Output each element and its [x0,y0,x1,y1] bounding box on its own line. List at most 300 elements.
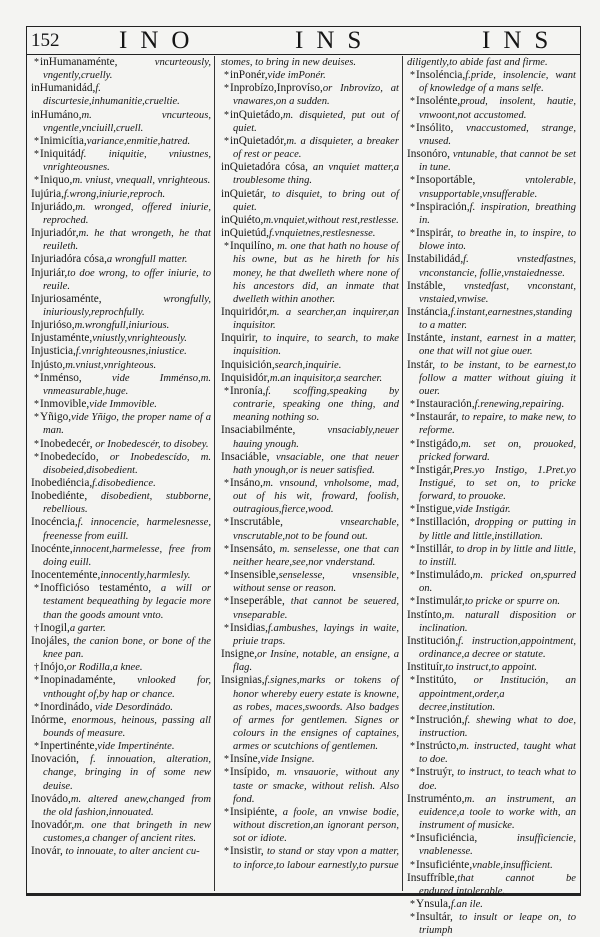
entry-definition: instant, earnest in a matter, one that will not giue ouer. [419,333,576,358]
dictionary-entry [407,859,576,872]
dictionary-entry [31,635,211,661]
entry-headword: Inseperáble, [230,595,285,608]
entry-marker: * [410,122,415,134]
entry-definition: vide Desordinádo. [92,701,173,713]
entry-marker: * [224,846,229,858]
dictionary-entry [407,69,576,95]
entry-headword: Iujúria, [31,187,64,200]
entry-marker: * [34,135,39,147]
entry-marker: * [410,412,415,424]
dictionary-entry [407,714,576,740]
dictionary-entry [31,845,211,858]
dictionary-entry [407,516,576,542]
entry-headword: Instituír, [407,661,446,674]
dictionary-entry [31,253,211,266]
dictionary-entry [31,516,211,542]
dictionary-entry [221,306,399,332]
entry-headword: Inocénte, [31,542,73,555]
dictionary-entry [31,332,211,345]
entry-definition: or Insíne, notable, an ensigne, a flag. [233,649,399,674]
entry-definition: to insult or leape on, to triumph [419,912,576,937]
dictionary-entry [407,201,576,227]
entry-headword: inHumanaménte, [40,56,118,68]
dictionary-entry [31,411,211,437]
entry-definition: m. instructed, taught what to doe. [419,741,576,766]
entry-definition: m. an instrument, an euidence,a toole to worke with, an instrument of musicke. [419,793,576,832]
dictionary-entry [31,477,211,490]
dictionary-page [26,26,581,937]
dictionary-entry [31,701,211,714]
entry-definition: or Inobedescér, to disobey. [92,438,209,450]
entry-headword: Insáno, [230,477,263,489]
dictionary-entry [31,174,211,187]
dictionary-entry [407,122,576,148]
entry-definition: vnsearchable, vnscrutable,not to be found out. [233,517,399,542]
entry-definition: f. iniquitie, vniustnes, vnrighteousnes. [43,149,211,174]
dictionary-entry [31,359,211,372]
entry-definition: m. he that wrongeth, he that reuileth. [43,228,211,253]
dictionary-entry [407,872,576,898]
entry-headword: Iniquitád [40,148,81,161]
entry-headword: inQuietadóra cósa, [221,161,308,174]
entry-definition: f.pride, insolencie, want of knowledge of a mans selfe. [419,70,576,95]
entry-definition: disobedient, stubborne, rebellious. [43,491,211,516]
dictionary-entry [407,411,576,437]
entry-definition: to repaire, to make new, to reforme. [419,412,576,437]
entry-headword: Instánte, [407,332,446,345]
entry-headword: Inogil, [40,621,70,634]
entry-definition: m. disquieted, put out of quiet. [233,109,399,134]
dictionary-entry [221,543,399,569]
entry-headword: Injústo, [31,358,66,371]
entry-definition: m. vnsound, vnholsome, mad, out of his wit, froward, foolish, outragious,fierce,wood. [233,478,399,516]
entry-definition: m. pricked on,spurred on. [419,570,576,595]
entry-definition: that cannot be seuered, vnseparable. [233,596,399,621]
entry-definition: wrongfully, iniuriously,reprochfully. [43,293,211,318]
entry-marker: * [224,478,229,489]
entry-marker: * [34,149,39,161]
entry-headword: Inopinadaménte, [40,674,116,687]
entry-headword: Insidias, [230,621,268,634]
dictionary-entry [221,332,399,358]
entry-definition: innocently,harmlesly. [100,570,191,582]
entry-headword: Insonóro, [407,148,450,161]
entry-headword: Insoléncia, [416,69,466,82]
entry-marker: * [224,543,229,555]
entry-definition: m. set on, prouoked, pricked forward. [419,438,576,463]
entry-marker: * [34,451,39,463]
entry-headword: Instruýr, [416,766,455,779]
entry-headword: Insaciáble, [221,450,270,463]
entry-definition: f.signes,marks or tokens of honor whereby euery estate is knowne, as robes, maces,swoords. Also badges of armes for gentlemen. Signes or colours in the ensignes of captaines, armes or scutchions of gentlemen. [233,675,399,753]
entry-headword: inQuiéto, [221,213,264,226]
entry-headword: Ynsula, [416,898,451,910]
entry-definition: senselesse, vnsensible, without sense or reason. [233,570,399,595]
entry-definition: vide Immovible. [89,399,157,411]
entry-headword: Instínto, [407,608,445,621]
entry-definition: proud, insolent, hautie, vnwoont,not accustomed. [419,96,576,121]
entry-definition: vntunable, that cannot be set in tune. [419,149,576,174]
dictionary-entry [407,609,576,635]
entry-definition: or Inobedescído, m. disobeied,disobedient. [43,451,211,476]
dictionary-entry [221,806,399,845]
dictionary-entry [31,622,211,635]
entry-definition: m.an inquisitor,a searcher. [269,372,383,384]
entry-definition: vide Impertinénte. [97,741,175,753]
entry-headword: Inobediénte, [31,490,88,503]
entry-marker: * [34,701,39,713]
entry-marker: * [34,675,39,687]
dictionary-entry [31,543,211,569]
dictionary-entry [407,398,576,411]
entry-marker: * [410,570,415,582]
entry-definition: m. vncurteous, vngentle,vnciuill,cruell. [43,109,211,134]
entry-marker: * [34,412,39,424]
entry-headword: inHumanidád, [31,82,96,95]
dictionary-entry [31,135,211,148]
entry-marker: * [224,622,229,634]
dictionary-entry [221,622,399,648]
entry-definition: vniustly,vnrighteously. [92,333,187,345]
entry-headword: Instár, [407,358,436,371]
entry-marker: * [410,504,415,516]
entry-marker: * [34,399,39,411]
dictionary-entry [407,793,576,832]
dictionary-entry [31,714,211,740]
entry-headword: Instimulár, [416,595,465,608]
entry-definition: f.vnquietnes,restlesnesse. [269,228,376,240]
entry-marker: * [410,912,415,924]
entry-definition: that cannot be endured,intolerable. [419,872,576,897]
entry-headword: Institución, [407,634,459,647]
dictionary-entry [221,516,399,542]
dictionary-entry [407,306,576,332]
entry-headword: Insuficiéncia, [416,832,478,845]
dictionary-entry [31,227,211,253]
entry-definition: to disquiet, to bring out of quiet. [233,188,399,213]
entry-headword: Inquirir, [221,332,258,345]
entry-marker: * [410,70,415,82]
entry-definition: to instruct,to appoint. [445,662,537,674]
entry-definition: m. vniust, vnequall, vnrighteous. [72,175,211,187]
entry-headword: Inobedecér, [40,437,93,450]
dictionary-entry [221,753,399,766]
entry-definition: an vnquiet matter,a troublesome thing. [233,162,399,187]
dictionary-entry [221,56,399,69]
dictionary-entry [221,109,399,135]
entry-headword: Inpertinénte, [40,740,98,753]
entry-definition: f.ambushes, layings in waite, priuie traps. [233,622,399,647]
entry-headword: Inordinádo, [40,700,93,713]
entry-definition: m. one that bringeth in new customes,a changer of ancient rites. [43,820,211,845]
entry-headword: Insignias, [221,674,265,687]
entry-definition: m. naturall disposition or inclination. [419,609,576,634]
entry-marker: * [224,806,229,818]
dictionary-entry [31,201,211,227]
column-2 [215,56,403,891]
entry-headword: Injuriadóra cósa, [31,253,107,266]
dictionary-entry [221,648,399,674]
entry-definition: vnaccustomed, strange, vnused. [419,122,576,147]
entry-marker: * [410,675,415,687]
entry-headword: Instillár, [416,542,454,555]
entry-headword: Injuriadór, [31,227,79,240]
dictionary-entry [221,385,399,424]
dictionary-entry [31,661,211,674]
entry-headword: Inprobízo,Inprovíso, [230,82,323,95]
entry-marker: * [410,714,415,726]
dictionary-entry [221,477,399,516]
entry-headword: Insípido, [230,766,270,779]
entry-definition: f. scoffing,speaking by contrarie, speaking one thing, and meaning nothing so. [233,385,399,424]
entry-headword: Inspiración, [416,200,470,213]
dictionary-entry [407,766,576,792]
dictionary-entry [31,819,211,845]
dictionary-entry [221,674,399,753]
entry-headword: inQuietár, [221,187,267,200]
dictionary-entry [31,82,211,108]
dictionary-entry [221,161,399,187]
entry-definition: to drop in by little and little, to instill. [419,543,576,568]
dictionary-entry [407,95,576,121]
entry-definition: to instruct, to teach what to doe. [419,767,576,792]
entry-headword: Inquisidór, [221,371,270,384]
dictionary-entry [221,188,399,214]
entry-marker: * [224,385,229,397]
entry-marker: * [34,57,39,68]
dictionary-entry [407,740,576,766]
entry-definition: f. instruction,appointment, ordinance,a decree or statute. [419,635,576,661]
entry-headword: Instigue, [416,503,456,516]
entry-definition: f.an ile. [450,899,483,910]
entry-marker: * [410,464,415,476]
entry-definition: the canion bone, or bone of the knee pan. [43,635,211,661]
dictionary-entry [407,595,576,608]
entry-definition: m.wrongfull,iniurious. [74,320,170,332]
entry-marker: * [410,741,415,753]
entry-headword: Inspirár, [416,227,454,240]
entry-marker: * [224,83,229,95]
dictionary-entry [407,227,576,253]
dictionary-entry [221,227,399,240]
entry-marker: * [224,754,229,766]
entry-headword: Inronía, [230,384,266,397]
entry-marker: * [410,543,415,555]
entry-headword: Instillación, [416,516,470,529]
dictionary-entry [407,148,576,174]
dictionary-entry [407,503,576,516]
entry-definition: vide imPonér. [267,70,326,82]
entry-definition: f. discurtesie,inhumanitie,crueltie. [43,83,180,108]
dictionary-entry [221,766,399,805]
entry-marker: * [224,135,229,147]
entry-marker: * [224,517,229,529]
entry-headword: Instigádo, [416,437,461,450]
entry-headword: Instáncia, [407,305,451,318]
entry-headword: inQuietádo, [230,108,284,121]
dictionary-entry [31,148,211,174]
dictionary-entry [31,319,211,332]
dictionary-entry [221,214,399,227]
entry-headword: Insoportáble, [416,174,476,187]
entry-headword: Insensible, [230,569,279,582]
column-1 [27,56,215,891]
entry-marker: * [34,583,39,595]
entry-definition: vnsaciably,neuer hauing ynough. [233,425,399,450]
entry-definition: f.disobedience. [92,478,156,489]
entry-headword: Injustaménte, [31,332,93,345]
entry-definition: to be instant, to be earnest,to follow a matter without giuing it ouer. [419,359,576,397]
dictionary-entry [31,398,211,411]
entry-definition: m. senselesse, one that can neither heare,see,nor vnderstand. [233,543,399,568]
entry-definition: diligently,to abide fast and firme. [407,57,548,68]
entry-headword: Instigár, [416,463,453,476]
entry-definition: a will or testament bequeathing by legacie more than the goods amount vnto. [43,583,211,621]
entry-definition: m.vniust,vnrighteous. [65,359,157,371]
entry-definition: variance,enmitie,hatred. [86,135,191,147]
entry-definition: f.wrong,iniurie,reproch. [63,188,166,200]
entry-headword: Inovádo, [31,792,71,805]
entry-marker: * [224,570,229,582]
entry-definition: vide Imménso,m. vnmeasurable,huge. [43,372,211,397]
dictionary-entry [221,569,399,595]
entry-headword: Yñigo, [40,411,72,424]
entry-headword: Institúto, [416,674,457,687]
entry-headword: Insensáto, [230,542,276,555]
entry-headword: Instrúcto, [416,740,459,753]
entry-definition: or Institución, an appointment,order,a decree,institution. [419,675,576,713]
dictionary-entry [221,595,399,621]
entry-definition: vnstedfast, vnconstant, vnstaied,vnwise. [419,280,576,305]
entry-definition: to inquire, to search, to make inquisition. [233,333,399,358]
dictionary-entry [31,582,211,621]
entry-definition: m. altered anew,changed from the old fashion,innouated. [43,793,211,818]
entry-definition: search,inquirie. [274,359,342,371]
entry-definition: to pricke or spurre on. [464,596,561,608]
entry-marker: * [410,201,415,213]
dictionary-entry [221,451,399,477]
entry-headword: Injuriádo, [31,200,76,213]
entry-definition: f.vnrighteousnes,iniustice. [75,346,187,358]
entry-headword: Insigne, [221,648,258,661]
entry-marker: * [410,438,415,450]
guide-word-middle: INS [295,27,375,54]
entry-headword: Inmovible, [40,398,90,411]
dictionary-entry [407,332,576,358]
entry-marker: * [410,767,415,779]
dictionary-entry [31,188,211,201]
entry-definition: f.instant,earnestnes,standing to a matter. [419,306,573,332]
entry-headword: Injuriosaménte, [31,292,102,305]
dictionary-entry [221,372,399,385]
column-3 [403,56,579,937]
entry-headword: Instáble, [407,279,446,292]
entry-definition: a wrongfull matter. [106,254,188,266]
entry-headword: Injuriár, [31,266,68,279]
dictionary-entry [407,543,576,569]
entry-headword: Inscrutáble, [230,516,284,529]
entry-headword: inQuietúd, [221,227,270,240]
entry-headword: Insólito, [416,121,454,134]
entry-headword: inPonér, [230,69,268,82]
entry-headword: Insuficiénte, [416,858,473,871]
dictionary-entry [31,740,211,753]
entry-marker: * [34,175,39,187]
dictionary-entry [407,635,576,661]
entry-headword: Inménso, [40,371,82,384]
entry-marker: * [410,228,415,240]
entry-headword: Inovación, [31,753,79,766]
dictionary-entry [31,293,211,319]
dictionary-entry [31,345,211,358]
entry-headword: Insaciabilménte, [221,424,296,437]
entry-marker: * [224,70,229,82]
entry-definition: vnsaciable, one that neuer hath ynough,or is neuer satisfied. [233,451,399,476]
entry-marker: * [410,175,415,187]
entry-marker: * [224,241,229,253]
dictionary-entry [31,451,211,477]
dictionary-entry [31,674,211,700]
entry-definition: vide Insigne. [260,754,315,766]
dictionary-entry [221,359,399,372]
entry-definition: m. a disquieter, a breaker of rest or peace. [233,135,399,161]
dictionary-entry [221,69,399,82]
entry-definition: vide Yñigo, the proper name of a man. [43,412,211,437]
entry-definition: to doe wrong, to offer iniurie, to reuile. [43,267,211,292]
entry-headword: Inobediéncia, [31,477,93,489]
dictionary-entry [407,253,576,279]
entry-headword: Inimicítia, [40,134,87,147]
entry-headword: Inojáles, [31,634,70,647]
entry-marker: † [34,622,39,634]
entry-headword: Insistir, [230,845,264,858]
dictionary-entry [31,109,211,135]
dictionary-entry [407,280,576,306]
entry-headword: Insipiénte, [230,805,278,818]
dictionary-entry [407,438,576,464]
entry-definition: f. inspiration, breathing in. [419,201,576,226]
dictionary-entry [407,661,576,674]
entry-headword: Instrución, [416,713,465,726]
entry-definition: or Inbrovízo, at vnawares,on a sudden. [233,83,399,108]
entry-headword: Injusticia, [31,345,76,358]
entry-headword: Inocéncia, [31,516,78,529]
entry-headword: Injurióso, [31,319,75,332]
entry-definition: m. a searcher,an inquirer,an inquisitor. [233,306,399,332]
entry-definition: f. shewing what to doe, instruction. [419,714,576,739]
entry-headword: Iniquo, [40,174,73,187]
page-number: 152 [31,30,60,51]
entry-definition: a foole, an vnwise bodie, without discretion,an ignorant person, sot or idiote. [233,806,399,845]
dictionary-entry [407,569,576,595]
entry-definition: f. vnstedfastnes, vnconstancie, follie,vnstaiednesse. [419,254,576,279]
entry-definition: to breathe in, to inspire, to blowe into. [419,228,576,253]
entry-headword: Inobedecído, [40,450,99,463]
entry-marker: * [410,96,415,108]
entry-definition: stomes, to bring in new deuises. [221,57,357,68]
entry-marker: * [410,596,415,608]
entry-definition: innocent,harmelesse, free from doing euill. [43,543,211,568]
entry-definition: to innouate, to alter ancient cu- [62,846,200,858]
entry-marker: * [34,741,39,753]
entry-marker: * [410,833,415,845]
dictionary-entry [407,674,576,713]
entry-headword: inQuietadór, [230,134,287,147]
entry-headword: Insíne, [230,753,261,766]
entry-definition: m. one that hath no house of his owne, but as he hireth for his money, he that dwelleth where none of his ancestors did, an inmate that dwelleth within another. [233,241,399,305]
entry-marker: * [410,859,415,871]
entry-headword: Instruménto, [407,792,465,805]
